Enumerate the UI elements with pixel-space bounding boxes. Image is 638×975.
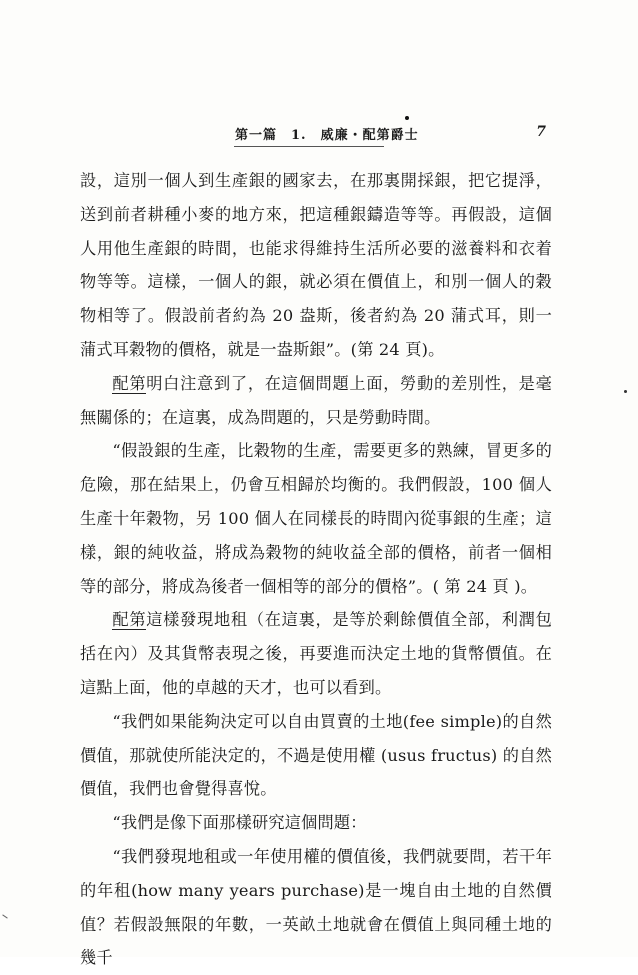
header-rule	[234, 146, 384, 147]
paragraph	[80, 806, 552, 840]
paragraph	[80, 840, 552, 975]
page-number: 7	[536, 124, 546, 140]
paragraph	[80, 603, 552, 704]
paragraph-text: 設，這別一個人到生產銀的國家去，在那裏開採銀，把它提淨，送到前者耕種小麥的地方來，把這種銀鑄造等等。再假設，這個人用他生產銀的時間，也能求得維持生活所必要的滋養料和衣着物等等。這樣，一個人的銀，就必須在價值上，和別一個人的穀物相等了。假設前者約為 20 盎斯，後者約為 20 蒲式耳，則一蒲式耳穀物的價格，就是一盎斯銀”。(第 24 頁)。	[80, 171, 552, 359]
paragraph	[80, 705, 552, 806]
paragraph	[80, 434, 552, 603]
paragraph	[80, 164, 552, 367]
paragraph	[80, 367, 552, 435]
paragraph-text: 這樣發現地租（在這裏，是等於剩餘價值全部，利潤包括在內）及其貨幣表現之後，再要進而決定土地的貨幣價值。在這點上面，他的卓越的天才，也可以看到。	[80, 610, 552, 697]
paragraph-text: “假設銀的生產，比穀物的生產，需要更多的熟練，冒更多的危險，那在結果上，仍會互相歸於均衡的。我們假設，100 個人生產十年穀物，另 100 個人在同樣長的時間內從事銀的生產；這樣，銀的純收益，將成為穀物的純收益全部的價格，前者一個相等的部分，將成為後者一個相等的部分的價格”。( 第 24 頁 )。	[80, 441, 552, 596]
running-head: 第一篇 1. 威廉・配第爵士	[235, 128, 419, 143]
paragraph-text: “我們如果能夠決定可以自由買賣的土地(fee simple)的自然價值，那就使所能決定的，不過是使用權 (usus fructus) 的自然價值，我們也會覺得喜悅。	[80, 711, 552, 799]
body-text	[80, 164, 552, 975]
corner-mark	[2, 914, 7, 918]
paragraph-text: “我們發現地租或一年使用權的價值後，我們就要問，若干年的年租(how many years purchase)是一塊自由土地的自然價值？若假設無限的年數，一英畝土地就會在價值上與同種土地的幾千	[80, 846, 552, 968]
paragraph-text: “我們是像下面那樣研究這個問題：	[112, 813, 367, 833]
print-dot	[405, 116, 409, 120]
margin-speck	[624, 390, 627, 393]
paragraph-text: 明白注意到了，在這個問題上面，勞動的差別性，是毫無關係的；在這裏，成為問題的，只是勞動時間。	[80, 373, 552, 427]
page-header	[80, 124, 550, 148]
name-underlined: 配第	[112, 373, 147, 393]
name-underlined: 配第	[112, 610, 147, 630]
